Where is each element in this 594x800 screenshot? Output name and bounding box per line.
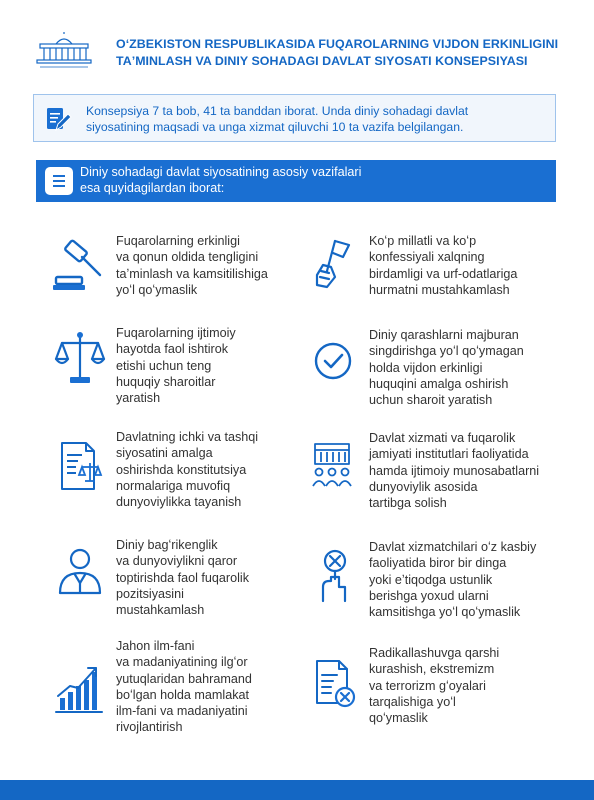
section-banner: [36, 160, 556, 202]
government-building-logo-icon: [34, 32, 94, 72]
task-line: va terrorizm gʻoyalari: [369, 678, 486, 693]
growth-chart-icon: [52, 658, 112, 718]
info-box: [33, 94, 556, 142]
task-line: qoʻymaslik: [369, 711, 428, 726]
task-line: pozitsiyasini: [116, 586, 184, 601]
task-line: Jahon ilm-fani: [116, 639, 195, 653]
task-line: jamiyati institutlari faoliyatida: [369, 447, 529, 462]
task-line: etishi uchun teng: [116, 358, 212, 373]
task-line: Davlat xizmatchilari oʻz kasbiy: [369, 540, 537, 554]
task-text: [116, 429, 258, 510]
law-document-icon: [52, 437, 112, 497]
citizen-person-icon: [52, 541, 112, 601]
task-text: [369, 539, 536, 620]
task-line: Diniy bagʻrikenglik: [116, 538, 218, 552]
task-line: kamsitishga yoʻl qoʻymaslik: [369, 605, 521, 620]
list-icon: [45, 167, 73, 195]
task-line: va dunyoviylikni qaror: [116, 554, 238, 569]
task-line: yutuqlaridan bahramand: [116, 671, 252, 686]
info-text: [86, 103, 548, 135]
blocked-document-icon: [305, 653, 365, 713]
footer-bar: [0, 780, 594, 800]
task-line: Diniy qarashlarni majburan: [369, 328, 519, 342]
task-text: [116, 638, 252, 736]
task-line: hayotda faol ishtirok: [116, 342, 229, 357]
task-text: [369, 233, 517, 298]
no-discrimination-sign-icon: [305, 547, 365, 607]
info-line: Konsepsiya 7 ta bob, 41 ta banddan iborat. Unda diniy sohadagi davlat: [86, 104, 469, 118]
task-text: [116, 325, 236, 406]
header: [24, 30, 570, 80]
gavel-icon: [52, 235, 112, 295]
task-line: boʻlgan holda mamlakat: [116, 687, 250, 702]
banner-line: esa quyidagilardan iborat:: [80, 181, 225, 195]
task-line: Fuqarolarning ijtimoiy: [116, 326, 236, 340]
task-line: singdirishga yoʻl qoʻymagan: [369, 344, 524, 359]
task-line: dunyoviylikka tayanish: [116, 495, 242, 510]
community-building-icon: [305, 438, 365, 498]
task-line: uchun sharoit yaratish: [369, 393, 493, 408]
banner-line: Diniy sohadagi davlat siyosatining asosiy vazifalari: [80, 165, 362, 179]
task-line: faoliyatida biror bir dinga: [369, 556, 507, 571]
task-line: yoki eʼtiqodga ustunlik: [369, 572, 493, 587]
task-line: oshirishda konstitutsiya: [116, 462, 247, 477]
task-line: Radikallashuvga qarshi: [369, 646, 500, 660]
task-line: va madaniyatining ilgʻor: [116, 655, 248, 670]
task-line: yaratish: [116, 391, 161, 406]
task-line: siyosatini amalga: [116, 446, 213, 461]
page-title: [116, 36, 576, 70]
task-text: [116, 233, 268, 298]
task-line: yoʻl qoʻymaslik: [116, 282, 198, 297]
task-line: tartibga solish: [369, 496, 447, 511]
task-line: Davlatning ichki va tashqi: [116, 430, 259, 444]
title-line: OʻZBEKISTON RESPUBLIKASIDA FUQAROLARNING VIJDON ERKINLIGINI: [116, 37, 559, 51]
scales-icon: [52, 329, 112, 389]
task-text: [369, 430, 539, 511]
task-line: dunyoviylik asosida: [369, 479, 478, 494]
task-line: mustahkamlash: [116, 603, 205, 618]
task-line: Fuqarolarning erkinligi: [116, 234, 240, 248]
task-text: [369, 327, 524, 408]
raised-fist-flag-icon: [305, 235, 365, 295]
task-line: birdamligi va urf-odatlariga: [369, 266, 518, 281]
task-line: kurashish, ekstremizm: [369, 662, 495, 677]
task-line: huquqini amalga oshirish: [369, 376, 509, 391]
task-line: taʼminlash va kamsitilishiga: [116, 266, 268, 281]
task-line: huquqiy sharoitlar: [116, 374, 216, 389]
task-line: normalariga muvofiq: [116, 478, 231, 493]
task-line: ilm-fani va madaniyatini: [116, 704, 248, 719]
task-text: [369, 645, 499, 726]
task-line: va qonun oldida tengligini: [116, 250, 259, 265]
task-line: hamda ijtimoiy munosabatlarni: [369, 463, 540, 478]
task-line: Davlat xizmati va fuqarolik: [369, 431, 516, 445]
info-line: siyosatining maqsadi va unga xizmat qiluvchi 10 ta vazifa belgilangan.: [86, 120, 464, 134]
task-line: tarqalishiga yoʻl: [369, 694, 456, 709]
task-line: konfessiyali xalqning: [369, 250, 485, 265]
task-line: berishga yoxud ularni: [369, 588, 489, 603]
document-pen-icon: [44, 105, 72, 133]
task-line: Koʻp millatli va koʻp: [369, 234, 477, 248]
task-line: holda vijdon erkinligi: [369, 360, 483, 375]
banner-text: [80, 164, 361, 196]
title-line: TAʼMINLASH VA DINIY SOHADAGI DAVLAT SIYOSATI KONSEPSIYASI: [116, 54, 528, 68]
task-text: [116, 537, 249, 618]
check-circle-icon: [305, 331, 365, 391]
task-line: toptirishda faol fuqarolik: [116, 570, 250, 585]
task-line: hurmatni mustahkamlash: [369, 282, 510, 297]
task-line: rivojlantirish: [116, 720, 183, 735]
